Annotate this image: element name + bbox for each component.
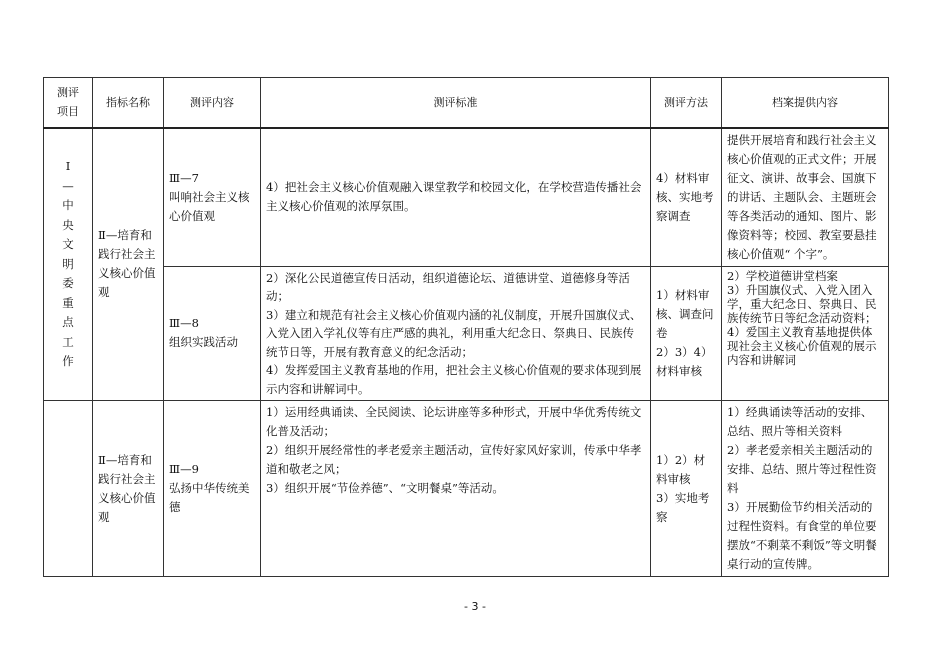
content-cell: Ⅲ—7 叫响社会主义核心价值观	[164, 128, 261, 267]
method-cell: 4）材料审核、实地考察调查	[651, 128, 722, 267]
project-label: Ⅰ—中央文明委重点工作	[62, 159, 74, 368]
archive-cell: 2）学校道德讲堂档案 3）升国旗仪式、入党入团入学，重大纪念日、祭典日、民族传统节日等纪念活动资料； 4）爱国主义教育基地提供体现社会主义核心价值观的展示内容和讲解词	[722, 266, 889, 401]
archive-cell: 提供开展培育和践行社会主义核心价值观的正式文件；开展征文、演讲、故事会、国旗下的讲话、主题队会、主题班会等各类活动的通知、图片、影像资料等；校园、教室要悬挂核心价值观“ 个字”。	[722, 128, 889, 267]
method-cell: 1）2）材料审核 3）实地考察	[651, 401, 722, 577]
page-number: - 3 -	[464, 600, 486, 613]
row-3-9	[44, 401, 889, 577]
archive-cell: 1）经典诵读等活动的安排、总结、照片等相关资料 2）孝老爱亲相关主题活动的安排、总结、照片等过程性资料 3）开展勤俭节约相关活动的过程性资料。有食堂的单位要摆放“不剩菜不剩饭”等文明餐桌行动的宣传牌。	[722, 401, 889, 577]
header-method: 测评方法	[651, 78, 722, 128]
indicator-cell-2	[93, 401, 164, 577]
header-item: 测评 项目	[44, 78, 93, 128]
indicator-label: Ⅱ—培育和践行社会主义核心价值观	[98, 228, 156, 300]
content-cell: Ⅲ—9 弘扬中华传统美德	[164, 401, 261, 577]
content-cell: Ⅲ—8 组织实践活动	[164, 266, 261, 401]
row-3-7	[44, 128, 889, 267]
header-row	[44, 78, 889, 128]
standard-cell: 1）运用经典诵读、全民阅读、论坛讲座等多种形式，开展中华优秀传统文化普及活动； 2）组织开展经常性的孝老爱亲主题活动，宣传好家风好家训，传承中华孝道和敬老之风； 3）组织开展“节俭养德”、“文明餐桌”等活动。	[261, 401, 651, 577]
standard-cell: 2）深化公民道德宣传日活动，组织道德论坛、道德讲堂、道德修身等活动； 3）建立和规范有社会主义核心价值观内涵的礼仪制度，开展升国旗仪式、入党入团入学礼仪等有庄严感的典礼，利用重大纪念日、祭典日、民族传统节日等，开展有教育意义的纪念活动； 4）发挥爱国主义教育基地的作用，把社会主义核心价值观的要求体现到展示内容和讲解词中。	[261, 266, 651, 401]
header-standard: 测评标准	[261, 78, 651, 128]
project-cell-empty	[44, 401, 93, 577]
standard-cell: 4）把社会主义核心价值观融入课堂教学和校园文化，在学校营造传播社会主义核心价值观的浓厚氛围。	[261, 128, 651, 267]
row-3-8	[44, 266, 889, 401]
method-cell: 1）材料审核、调查问卷 2）3）4）材料审核	[651, 266, 722, 401]
project-cell	[44, 128, 93, 401]
header-archive: 档案提供内容	[722, 78, 889, 128]
evaluation-table	[43, 77, 889, 577]
header-content: 测评内容	[164, 78, 261, 128]
indicator-label: Ⅱ—培育和践行社会主义核心价值观	[98, 452, 156, 524]
indicator-cell-1	[93, 128, 164, 401]
header-indicator: 指标名称	[93, 78, 164, 128]
